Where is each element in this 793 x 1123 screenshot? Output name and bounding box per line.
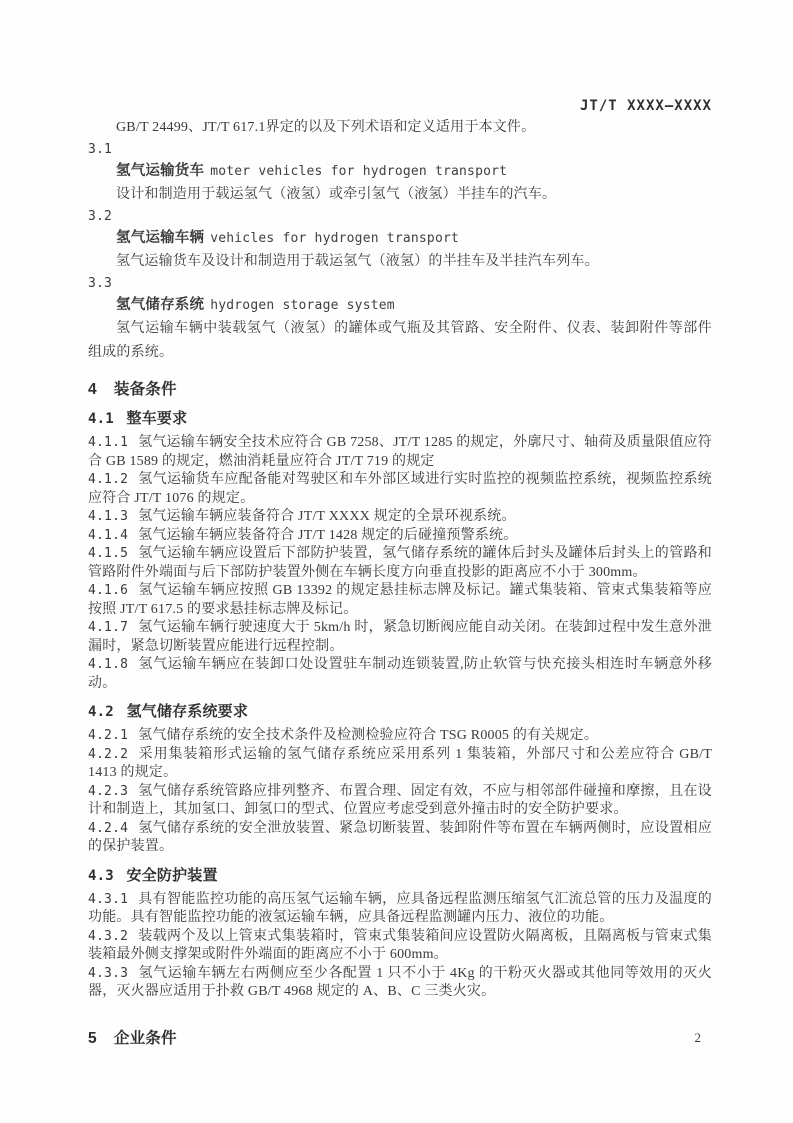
clause-text: 氢气储存系统管路应排列整齐、布置合理、固定有效，不应与相邻部件碰撞和摩擦，且在设计和制造上，其加氢口、卸氢口的型式、位置应考虑受到意外撞击时的安全防护要求。 — [88, 783, 712, 817]
page-header — [580, 97, 712, 115]
term-name-zh: 氢气储存系统 — [116, 297, 205, 313]
clause-number: 4.3.3 — [88, 965, 129, 981]
term-number: 3.2 — [88, 209, 113, 224]
section-4-2-heading — [88, 702, 712, 722]
term-name-en: vehicles for hydrogen transport — [210, 231, 460, 246]
chapter-5-heading — [88, 1028, 712, 1049]
chapter-title: 装备条件 — [113, 381, 177, 398]
term-entry-3-3 — [88, 274, 712, 365]
page-footer — [695, 1029, 702, 1047]
section-number: 4.2 — [88, 704, 114, 720]
clause-text: 氢气运输车辆应装备符合 JT/T XXXX 规定的全景环视系统。 — [138, 509, 516, 524]
clause-text: 装载两个及以上管束式集装箱时，管束式集装箱间应设置防火隔离板，且隔离板与管束式集装箱最外侧支撑架或附件外端面的距离应不小于 600mm。 — [88, 928, 712, 962]
clause-number: 4.1.1 — [88, 435, 129, 450]
clause-4-1-6 — [88, 582, 712, 619]
clause-number: 4.2.2 — [88, 746, 129, 762]
term-definition: 氢气运输货车及设计和制造用于载运氢气（液氢）的半挂车及半挂汽车列车。 — [116, 254, 599, 269]
term-name-zh: 氢气运输货车 — [116, 163, 205, 179]
clause-number: 4.1.7 — [88, 620, 129, 635]
clause-4-3-2 — [88, 928, 712, 965]
term-title-line — [116, 160, 712, 183]
term-title-line — [116, 294, 712, 317]
section-4-2-clauses — [88, 727, 712, 857]
section-4-1-clauses — [88, 434, 712, 693]
clause-text: 氢气运输车辆左右两侧应至少各配置 1 只不小于 4Kg 的干粉灭火器或其他同等效用的灭火器，灭火器应适用于扑救 GB/T 4968 规定的 A、B、C 三类火灾。 — [88, 965, 712, 999]
term-entry-3-1 — [88, 140, 712, 207]
clause-number: 4.3.1 — [88, 891, 129, 907]
clause-text: 采用集装箱形式运输的氢气储存系统应采用系列 1 集装箱，外部尺寸和公差应符合 GB/T 1413 的规定。 — [88, 746, 712, 780]
section-title: 安全防护装置 — [126, 866, 218, 884]
clause-number: 4.1.3 — [88, 509, 129, 524]
clause-number: 4.1.2 — [88, 472, 129, 487]
section-number: 4.1 — [88, 411, 114, 427]
clause-4-2-1 — [88, 727, 712, 746]
clause-text: 氢气运输车辆应按照 GB 13392 的规定悬挂标志牌及标记。罐式集装箱、管束式集装箱等应按照 JT/T 617.5 的要求悬挂标志牌及标记。 — [88, 583, 712, 617]
clause-4-3-1 — [88, 891, 712, 928]
section-number: 4.3 — [88, 867, 114, 884]
term-name-en: hydrogen storage system — [210, 298, 395, 313]
clause-number: 4.1.6 — [88, 583, 129, 598]
terms-intro-paragraph: GB/T 24499、JT/T 617.1界定的以及下列术语和定义适用于本文件。 — [116, 120, 536, 135]
clause-text: 具有智能监控功能的高压氢气运输车辆，应具备远程监测压缩氢气汇流总管的压力及温度的功能。具有智能监控功能的液氢运输车辆，应具备远程监测罐内压力、液位的功能。 — [88, 891, 712, 925]
term-definition: 设计和制造用于载运氢气（液氢）或牵引氢气（液氢）半挂车的汽车。 — [116, 187, 557, 202]
clause-4-1-5 — [88, 545, 712, 582]
clause-number: 4.1.8 — [88, 657, 129, 672]
clause-4-1-8 — [88, 656, 712, 693]
chapter-title: 企业条件 — [113, 1029, 177, 1047]
section-4-3-clauses — [88, 891, 712, 1002]
clause-4-1-7 — [88, 619, 712, 656]
clause-4-2-4 — [88, 820, 712, 857]
clause-number: 4.1.5 — [88, 546, 129, 561]
section-4-3-heading — [88, 866, 712, 886]
clause-text: 氢气运输车辆应设置后下部防护装置，氢气储存系统的罐体后封头及罐体后封头上的管路和管路附件外端面与后下部防护装置外侧在车辆长度方向垂直投影的距离应不小于 300mm。 — [88, 546, 712, 580]
chapter-4-heading — [88, 379, 712, 400]
term-entry-3-2 — [88, 207, 712, 274]
clause-4-3-3 — [88, 965, 712, 1002]
doc-code: JT/T XXXX—XXXX — [579, 98, 712, 114]
clause-text: 氢气运输车辆安全技术应符合 GB 7258、JT/T 1285 的规定，外廓尺寸、轴荷及质量限值应符合 GB 1589 的规定，燃油消耗量应符合 JT/T 719 的规定 — [88, 435, 712, 469]
section-4-1-heading — [88, 409, 712, 429]
section-title: 整车要求 — [126, 410, 188, 427]
clause-number: 4.2.4 — [88, 820, 129, 836]
clause-4-1-4 — [88, 527, 712, 546]
clause-text: 氢气运输车辆应在装卸口处设置驻车制动连锁装置,防止软管与快充接头相连时车辆意外移动。 — [88, 657, 712, 691]
clause-number: 4.3.2 — [88, 928, 129, 944]
clause-4-1-2 — [88, 471, 712, 508]
term-name-zh: 氢气运输车辆 — [116, 230, 205, 246]
chapter-number: 4 — [88, 381, 97, 398]
clause-text: 氢气储存系统的安全泄放装置、紧急切断装置、装卸附件等布置在车辆两侧时，应设置相应的保护装置。 — [88, 820, 712, 854]
clause-4-2-3 — [88, 783, 712, 820]
page-number: 2 — [694, 1030, 701, 1045]
term-title-line — [116, 227, 712, 250]
chapter-number: 5 — [88, 1029, 97, 1047]
terms-list — [88, 140, 712, 365]
clause-4-2-2 — [88, 746, 712, 783]
clause-4-1-3 — [88, 508, 712, 527]
clause-text: 氢气运输车辆应装备符合 JT/T 1428 规定的后碰撞预警系统。 — [138, 527, 518, 543]
clause-text: 氢气运输车辆行驶速度大于 5km/h 时，紧急切断阀应能自动关闭。在装卸过程中发生意外泄漏时，紧急切断装置应能进行远程控制。 — [88, 620, 712, 654]
document-body — [88, 118, 712, 1049]
clause-number: 4.2.3 — [88, 783, 129, 799]
term-name-en: moter vehicles for hydrogen transport — [210, 164, 508, 179]
term-definition: 氢气运输车辆中装载氢气（液氢）的罐体或气瓶及其管路、安全附件、仪表、装卸附件等部件组成的系统。 — [88, 321, 712, 360]
clause-text: 氢气运输货车应配备能对驾驶区和车外部区域进行实时监控的视频监控系统，视频监控系统应符合 JT/T 1076 的规定。 — [88, 472, 712, 506]
term-number: 3.1 — [88, 142, 113, 157]
section-title: 氢气储存系统要求 — [126, 703, 249, 720]
clause-number: 4.2.1 — [88, 728, 129, 743]
term-number: 3.3 — [88, 276, 113, 291]
clause-4-1-1 — [88, 434, 712, 471]
clause-number: 4.1.4 — [88, 527, 129, 543]
clause-text: 氢气储存系统的安全技术条件及检测检验应符合 TSG R0005 的有关规定。 — [138, 728, 599, 743]
